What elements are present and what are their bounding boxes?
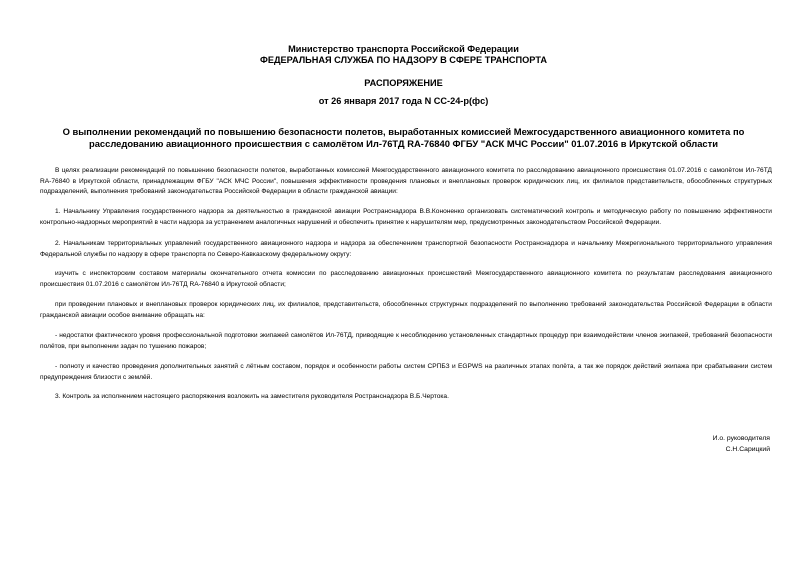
signature-position: И.о. руководителя (712, 435, 770, 442)
ministry-name: Министерство транспорта Российской Федерации (288, 44, 519, 54)
document-number: от 26 января 2017 года N СС-24-р(фс) (318, 96, 489, 106)
signature-name: С.Н.Сарицкий (725, 445, 770, 453)
paragraph-item-1: 1. Начальнику Управления государственного надзора за деятельностью в гражданской авиации Ространснадзора В.В.Кононенко организовать систематический контроль и методическую работу по повышению эффективности контрольно-надзорных мероприятий в части надзора за устранением аналогичных нарушений и обеспечить принятие к нарушителям мер, предусмотренных законодательством Российской Федерации. (40, 208, 772, 226)
document-title: О выполнении рекомендаций по повышению безопасности полетов, выработанных комиссией Межгосударственного авиационного комитета по расследованию авиационного происшествия с самолётом Ил-76ТД RA-76840 ФГБУ "АСК МЧС России" 01.07.2016 в Иркутской области (62, 126, 745, 149)
paragraph-study-report: изучить с инспекторским составом материалы окончательного отчета комиссии по расследованию авиационных происшествий Межгосударственного авиационного комитета по результатам расследования авиационного происшествия 01.07.2016 с самолётом Ил-76ТД RA-76840 в Иркутской области; (40, 270, 772, 288)
paragraph-item-2: 2. Начальникам территориальных управлений государственного авиационного надзора и надзора за обеспечением транспортной безопасности Ространснадзора и начальнику Межрегионального территориального управления Федеральной службы по надзору в сфере транспорта по Северо-Кавказскому федеральному округу: (40, 240, 772, 258)
service-name: ФЕДЕРАЛЬНАЯ СЛУЖБА ПО НАДЗОРУ В СФЕРЕ ТРАНСПОРТА (260, 55, 547, 65)
signature-block (713, 434, 770, 455)
paragraph-additional-training: - полноту и качество проведения дополнительных занятий с лётным составом, порядок и особенности работы систем СРПБЗ и EGPWS на различных этапах полёта, а так же порядок действий экипажа при срабатывании систем предупреждения близости с землёй. (40, 363, 772, 381)
document-type: РАСПОРЯЖЕНИЕ (364, 78, 443, 88)
paragraph-inspections: при проведении плановых и внеплановых проверок юридических лиц, их филиалов, представительств, обособленных структурных подразделений по выполнению требований законодательства Российской Федерации в области гражданской авиации особое внимание обращать на: (40, 301, 772, 319)
paragraph-preamble: В целях реализации рекомендаций по повышению безопасности полетов, выработанных комиссией Межгосударственного авиационного комитета по расследованию авиационного происшествия 01.07.2016 с самолётом Ил-76ТД RA-76840 в Иркутской области, принадлежащим ФГБУ "АСК МЧС России", повышения эффективности проведения плановых и внеплановых проверок юридических лиц, их филиалов представительств, обособленных структурных подразделений, выполнения требований законодательства Российской Федерации в области гражданской авиации: (40, 167, 772, 195)
paragraph-item-3: 3. Контроль за исполнением настоящего распоряжения возложить на заместителя руководителя Ространснадзора В.Б.Чертока. (55, 393, 449, 400)
paragraph-training-deficiencies: - недостатки фактического уровня профессиональной подготовки экипажей самолётов Ил-76ТД, приводящие к несоблюдению установленных стандартных процедур при взаимодействии членов экипажей, требований безопасности полётов, при выполнении задач по тушению пожаров; (40, 332, 772, 350)
